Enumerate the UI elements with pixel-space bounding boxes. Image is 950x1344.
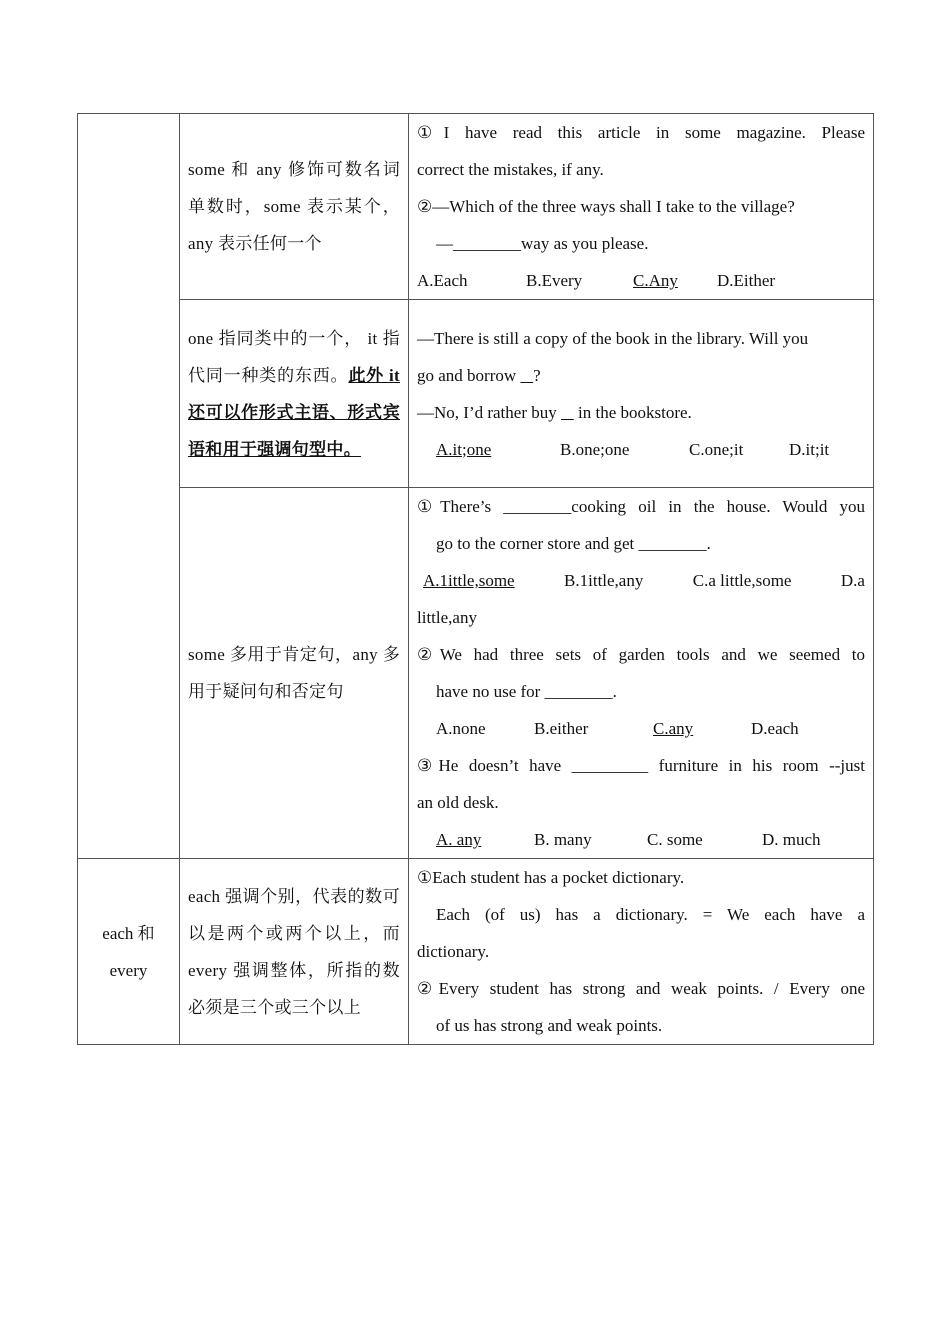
answer-blank [561,403,574,422]
option-a: A.none [436,719,486,738]
example-line: —________way as you please. [436,234,649,253]
table-row [78,859,874,1045]
text-segment: —No, I’d rather buy [417,402,561,422]
topic-line: each 和 [102,923,155,943]
example-line: correct the mistakes, if any. [417,160,604,179]
example-line: Each (of us) has a dictionary. = We each have a [436,905,865,924]
option-b: B.either [534,719,589,738]
example-line: an old desk. [417,793,499,812]
example-cell-each-every [409,859,874,1045]
example-line [417,357,865,394]
table-row [78,300,874,488]
example-line [417,394,865,431]
example-cell-some-any-usage [409,488,874,859]
rule-cell-each-every: each 强调个别，代表的数可以是两个或两个以上，而 every 强调整体，所指的数必须是三个或三个以上 [180,859,409,1045]
text-segment: go and borrow [417,365,521,385]
grammar-table [77,113,874,1045]
option-a: A.Each [417,271,468,290]
table-row [78,114,874,300]
example-line: ①Each student has a pocket dictionary. [417,868,685,887]
option-c-correct: C.Any [633,271,678,290]
rule-cell-some-any-usage: some 多用于肯定句，any 多用于疑问句和否定句 [180,488,409,859]
rule-text: one 指同类中的一个， it 指代同一种类的东西。 [188,328,400,385]
option-d: D.each [751,719,799,738]
option-d: D.it;it [789,439,830,459]
example-line: dictionary. [417,942,490,961]
option-d: D.Either [717,271,776,290]
topic-line: every [109,960,148,980]
answer-blank [520,366,533,385]
answer-options [417,710,865,747]
option-d: D. much [762,830,821,849]
rule-cell-some-any-singular: some 和 any 修饰可数名词单数时，some 表示某个，any 表示任何一个 [180,114,409,300]
option-a-correct: A.1ittle,some [423,571,515,590]
option-b: B. many [534,830,592,849]
topic-cell-some-any [78,114,180,859]
option-b: B.Every [526,271,583,290]
answer-options [417,431,865,468]
example-line: ②Every student has strong and weak points. / Every one [417,979,865,998]
option-b: B.one;one [560,439,630,459]
example-line: of us has strong and weak points. [436,1016,663,1035]
option-b: B.1ittle,any [564,571,644,590]
topic-cell-each-every [78,859,180,1045]
option-c: C.a little,some [692,571,792,590]
text-segment: in the bookstore. [573,402,692,422]
option-a-correct: A. any [436,830,482,849]
example-line: ②—Which of the three ways shall I take to the village? [417,197,795,216]
example-line: go to the corner store and get ________. [436,534,711,553]
answer-options [417,562,865,599]
example-line: little,any [417,608,477,627]
option-d: D.a [840,571,865,590]
option-c: C. some [647,830,703,849]
example-line: ①There’s ________cooking oil in the house. Would you [417,497,865,516]
text-segment: ? [533,365,541,385]
table-row [78,488,874,859]
rule-emphasis-text: 此外 it 还可以作形式主语、形式宾语和用于强调句型中。 [188,365,401,459]
answer-options [417,821,865,858]
answer-options [417,262,865,299]
example-line: ③He doesn’t have _________ furniture in his room --just [417,756,865,775]
example-cell-one-it [409,300,874,488]
example-cell-some-any-singular [409,114,874,300]
example-line: have no use for ________. [436,682,617,701]
example-line: ①I have read this article in some magazine. Please [417,123,865,142]
option-a-correct: A.it;one [436,439,492,459]
option-c-correct: C.any [653,719,694,738]
rule-cell-one-it [180,300,409,488]
option-c: C.one;it [689,439,744,459]
example-line: ②We had three sets of garden tools and we seemed to [417,645,865,664]
example-line: —There is still a copy of the book in the library. Will you [417,328,809,348]
